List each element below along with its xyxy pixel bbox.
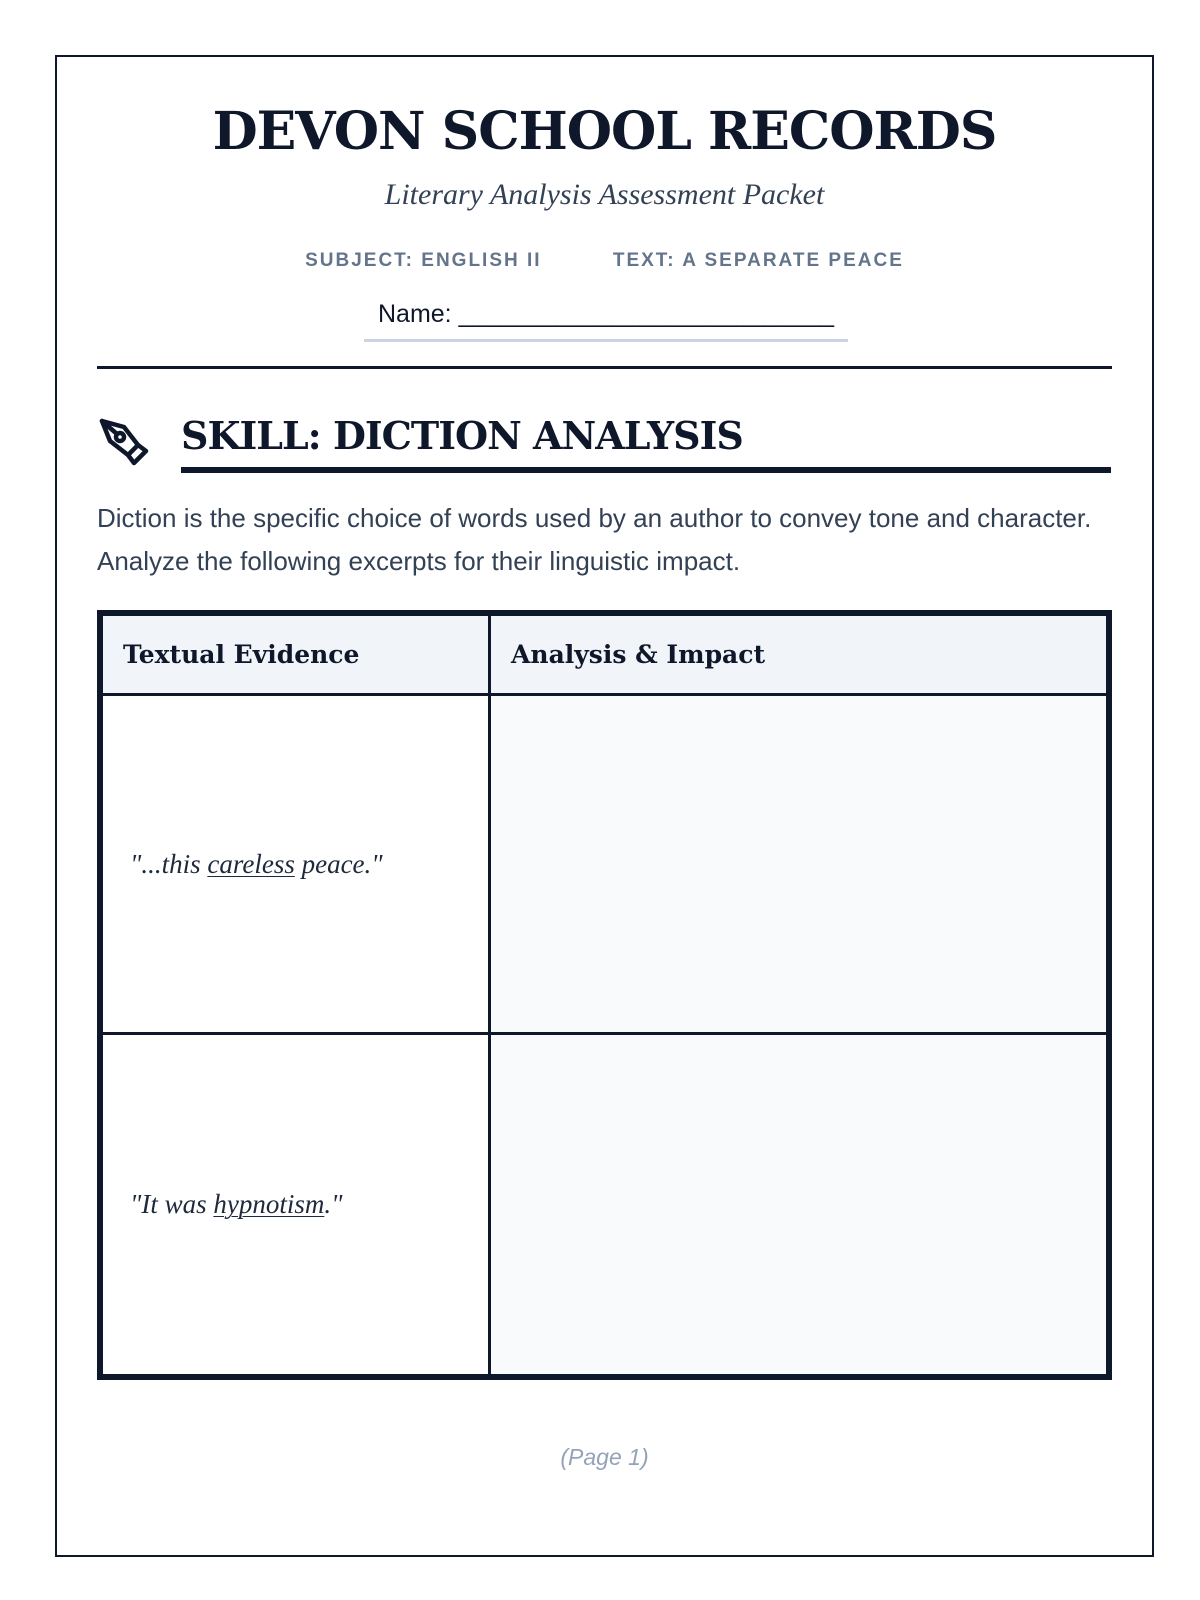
section-title: SKILL: DICTION ANALYSIS xyxy=(181,407,1111,473)
school-title: DEVON SCHOOL RECORDS xyxy=(212,101,997,162)
name-blank: ___________________________ xyxy=(458,300,834,328)
page-number: (Page 1) xyxy=(560,1444,649,1470)
subject-label: SUBJECT: ENGLISH II xyxy=(305,250,542,271)
header-analysis-impact: Analysis & Impact xyxy=(491,616,1106,696)
text-label: TEXT: A SEPARATE PEACE xyxy=(612,250,904,271)
pen-nib-icon xyxy=(98,415,150,467)
header-divider xyxy=(97,366,1112,369)
diction-table xyxy=(97,610,1112,1380)
quote-text: "...this xyxy=(130,848,208,879)
quote-text: peace." xyxy=(294,848,383,879)
name-field[interactable] xyxy=(364,294,848,342)
worksheet-page xyxy=(55,55,1154,1557)
name-label: Name: xyxy=(378,300,459,328)
meta-row xyxy=(57,247,1152,275)
quote-emphasis: careless xyxy=(207,848,295,879)
evidence-cell xyxy=(103,696,491,1035)
evidence-quote xyxy=(130,849,383,880)
quote-text: ." xyxy=(324,1189,343,1219)
header-textual-evidence: Textual Evidence xyxy=(103,616,491,696)
evidence-cell xyxy=(103,1035,491,1374)
quote-emphasis: hypnotism xyxy=(213,1189,325,1219)
quote-text: "It was xyxy=(130,1189,214,1219)
analysis-answer-box[interactable] xyxy=(491,1035,1106,1374)
analysis-answer-box[interactable] xyxy=(491,696,1106,1035)
evidence-quote xyxy=(130,1189,342,1220)
packet-subtitle: Literary Analysis Assessment Packet xyxy=(384,178,825,211)
section-intro: Diction is the specific choice of words used by an author to convey tone and character. Analyze the following excerpts for their linguistic impact. xyxy=(97,503,1092,576)
